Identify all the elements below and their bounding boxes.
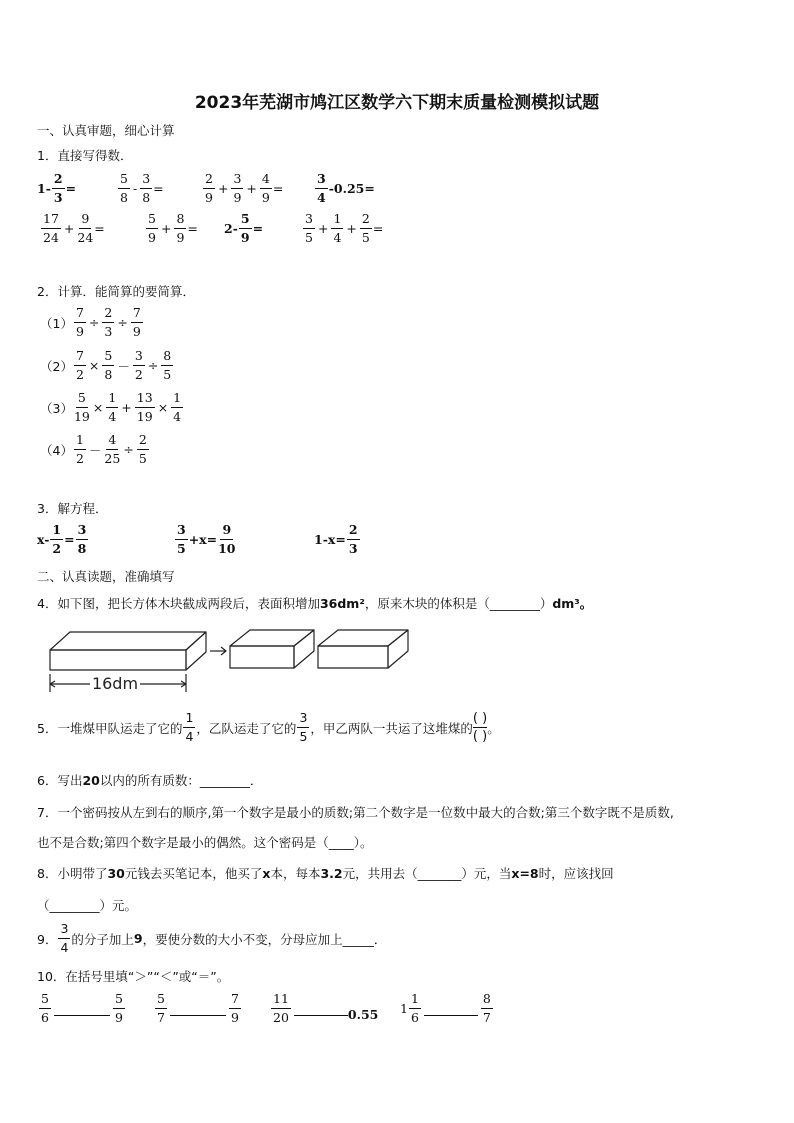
q1-item-6 [145, 213, 198, 244]
fraction: $\frac{3}{5}$ [299, 710, 308, 744]
q1-item-7-prefix: 2- [224, 221, 238, 236]
fraction: $\frac{1}{6}$ [410, 991, 419, 1025]
question-1-label: 1．直接写得数． [37, 148, 133, 163]
fraction: $\frac{4}{25}$ [104, 432, 121, 466]
operator: ÷ [147, 358, 159, 373]
block-piece-1 [230, 630, 314, 668]
operator: + [246, 181, 257, 196]
dimension-label: 16dm [91, 674, 139, 693]
fraction: $\frac{7}{9}$ [230, 991, 239, 1025]
fraction: $\frac{1}{4}$ [185, 710, 194, 744]
equals: = [272, 181, 284, 196]
q1-item-7 [224, 213, 263, 244]
part-tag: （3） [40, 400, 73, 416]
operator: + [121, 400, 132, 415]
q2-part-4 [40, 434, 150, 465]
part-tag: （4） [40, 442, 73, 458]
compare-blank[interactable] [170, 1015, 226, 1016]
q1-item-1-prefix: 1- [37, 181, 51, 196]
fraction: $\frac{5}{19}$ [73, 390, 90, 424]
fraction: $\frac{5}{9}$ [148, 211, 156, 245]
compare-blank[interactable] [424, 1015, 478, 1016]
answer-blank-fraction[interactable]: ( ) ( ) [472, 711, 488, 744]
operator: + [63, 221, 75, 236]
question-8-line-2: （________）元。 [37, 898, 138, 913]
equation-prefix: 1-x= [314, 532, 346, 547]
q9-text-a: 的分子加上 [71, 931, 134, 947]
fraction: $\frac{3}{9}$ [233, 171, 242, 205]
q2-part-3 [40, 392, 184, 423]
equation-prefix: x- [37, 532, 50, 547]
fraction: $\frac{3}{8}$ [77, 522, 87, 556]
fraction: $\frac{3}{8}$ [142, 171, 151, 205]
fraction: $\frac{7}{9}$ [75, 305, 84, 339]
q10-compare-4 [400, 993, 494, 1024]
operator: ÷ [88, 315, 100, 330]
q4-value: 36dm² [319, 596, 365, 611]
q1-item-2 [117, 173, 164, 204]
question-6-text [37, 771, 262, 789]
q5-text-a: 5．一堆煤甲队运走了它的 [37, 720, 183, 736]
fraction: $\frac{5}{6}$ [41, 991, 49, 1025]
fraction: $\frac{8}{5}$ [163, 348, 172, 382]
question-8-line-1 [37, 864, 614, 882]
q1-item-5 [40, 213, 105, 244]
q1-item-3 [202, 173, 283, 204]
operator: + [317, 221, 329, 236]
fraction: $\frac{3}{4}$ [317, 171, 326, 205]
operator: - [132, 181, 138, 196]
fraction: $\frac{5}{8}$ [104, 348, 113, 382]
question-10-label: 10．在括号里填“＞”“＜”或“＝”。 [37, 969, 230, 984]
q4-text-a: 4．如下图，把长方体木块截成两段后，表面积增加 [37, 596, 320, 611]
equals: = [65, 181, 77, 196]
fraction: $\frac{5}{9}$ [114, 991, 123, 1025]
operator: － [88, 442, 102, 458]
q8-text-d: 元，共用去（_______）元，当 [342, 866, 512, 881]
q9-tag: 9． [37, 931, 58, 947]
operator: × [88, 358, 100, 373]
q9-text-b: ，要使分数的大小不变，分母应加上_____． [142, 931, 387, 947]
fraction: $\frac{3}{5}$ [177, 522, 186, 556]
question-7-line-2: 也不是合数;第四个数字是最小的偶然。这个密码是（____）。 [37, 835, 373, 850]
fraction: $\frac{9}{10}$ [218, 522, 236, 556]
q3-equation-2 [174, 524, 237, 555]
fraction: $\frac{2}{5}$ [138, 432, 147, 466]
q4-text-b: ，原来木块的体积是（________） [364, 596, 553, 611]
fraction: $\frac{3}{5}$ [305, 211, 313, 245]
equals: = [64, 532, 75, 547]
question-4-text [37, 594, 592, 612]
q5-end: 。 [487, 720, 500, 736]
wood-block-figure [44, 618, 424, 698]
fraction: $\frac{2}{3}$ [53, 171, 63, 205]
q9-number: 9 [133, 931, 143, 946]
fraction: $\frac{1}{2}$ [75, 432, 84, 466]
fraction: $\frac{5}{7}$ [157, 991, 165, 1025]
q8-text-a: 8．小明带了 [37, 866, 108, 881]
mixed-number [400, 993, 422, 1024]
fraction: $\frac{3}{2}$ [134, 348, 143, 382]
arrow-icon [210, 647, 226, 655]
fraction: $\frac{11}{20}$ [273, 991, 289, 1025]
fraction: $\frac{4}{9}$ [261, 171, 270, 205]
fraction: $\frac{5}{9}$ [240, 211, 250, 245]
equals: = [153, 181, 164, 196]
fraction: $\frac{9}{24}$ [77, 211, 94, 245]
operator: + [160, 221, 172, 236]
operator: × [157, 400, 169, 415]
q1-item-4 [314, 173, 375, 204]
operator: － [117, 358, 130, 374]
q8-number-1: 30 [107, 866, 125, 881]
q6-text-a: 6．写出 [37, 773, 83, 788]
compare-blank[interactable] [54, 1015, 110, 1016]
q10-compare-3 [270, 993, 378, 1024]
section-heading-1: 一、认真审题，细心计算 [37, 123, 175, 138]
fraction: $\frac{8}{7}$ [482, 991, 491, 1025]
q6-text-b: 以内的所有质数：________． [99, 773, 263, 788]
page-title: 2023年芜湖市鸠江区数学六下期末质量检测模拟试题 [194, 93, 600, 113]
fraction: $\frac{7}{2}$ [75, 348, 84, 382]
section-heading-2: 二、认真读题，准确填写 [37, 569, 175, 584]
compare-value: 0.55 [347, 1007, 379, 1022]
q8-number-2: 3.2 [320, 866, 343, 881]
q5-text-b: ，乙队运走了它的 [196, 720, 297, 736]
fraction: $\frac{1}{4}$ [333, 211, 342, 245]
long-block-shape [50, 632, 206, 670]
equals: = [252, 221, 264, 236]
fraction: $\frac{3}{4}$ [60, 921, 69, 955]
fraction: $\frac{1}{2}$ [52, 522, 62, 556]
equation-middle: +x= [188, 532, 218, 547]
q4-unit: dm³。 [552, 596, 593, 611]
fraction: $\frac{2}{3}$ [104, 305, 113, 339]
q6-number: 20 [82, 773, 100, 788]
q3-equation-1 [37, 524, 89, 555]
fraction: $\frac{2}{5}$ [361, 211, 370, 245]
q10-compare-1 [38, 993, 126, 1024]
fraction: $\frac{1}{4}$ [108, 390, 117, 424]
question-7-line-1: 7．一个密码按从左到右的顺序,第一个数字是最小的质数;第二个数字是一位数中最大的合数;第三个数字既不是质数, [37, 805, 674, 820]
q1-item-4-suffix: -0.25= [328, 181, 375, 196]
q8-variable: x [262, 866, 271, 881]
block-piece-2 [318, 630, 408, 668]
q3-equation-3 [314, 524, 361, 555]
equals: = [94, 221, 105, 236]
operator: × [92, 400, 104, 415]
operator: + [346, 221, 357, 236]
q8-text-b: 元钱去买笔记本，他买了 [124, 866, 263, 881]
equals: = [187, 221, 198, 236]
fraction: $\frac{7}{9}$ [132, 305, 141, 339]
question-9-text [37, 923, 386, 954]
q8-text-e: 时，应该找回 [538, 866, 614, 881]
q2-part-2 [40, 350, 174, 381]
fraction: $\frac{8}{9}$ [176, 211, 185, 245]
q10-compare-2 [154, 993, 242, 1024]
fraction: $\frac{2}{9}$ [205, 171, 213, 205]
question-3-label: 3．解方程． [37, 501, 108, 516]
q2-part-1 [40, 307, 144, 338]
operator: + [217, 181, 229, 196]
q1-item-8 [302, 213, 383, 244]
q8-x-value: x=8 [511, 866, 539, 881]
fraction: $\frac{1}{4}$ [173, 390, 182, 424]
q5-text-c: ，甲乙两队一共运了这堆煤的 [310, 720, 473, 736]
question-2-label: 2．计算．能简算的要简算． [37, 284, 195, 299]
fraction: $\frac{2}{3}$ [348, 522, 358, 556]
fraction: $\frac{13}{19}$ [136, 390, 153, 424]
whole-part: 1 [400, 1001, 408, 1016]
fraction: $\frac{17}{24}$ [43, 211, 59, 245]
part-tag: （2） [40, 358, 73, 374]
part-tag: （1） [40, 315, 73, 331]
compare-blank[interactable] [294, 1015, 348, 1016]
equals: = [372, 221, 384, 236]
operator: ÷ [123, 442, 134, 457]
q1-item-1 [37, 173, 76, 204]
q8-text-c: 本，每本 [270, 866, 321, 881]
question-5-text [37, 710, 500, 745]
operator: ÷ [117, 315, 128, 330]
fraction: $\frac{5}{8}$ [120, 171, 128, 205]
